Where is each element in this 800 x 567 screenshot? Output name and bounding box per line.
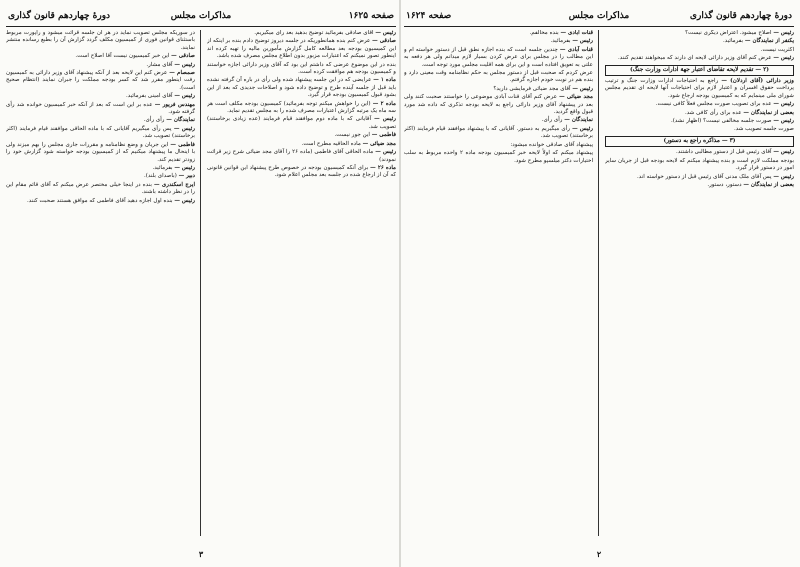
speaker-name: ماده ۲ —	[372, 100, 396, 107]
speech-text: عده برای رأی کافی شد.	[684, 109, 742, 116]
speaker-name: ماده ۲۶ —	[370, 164, 396, 171]
speech-text: این خبر کمیسیون نیست آقا اصلاح است.	[75, 53, 170, 60]
speech-text: اکثریت نیست.	[760, 46, 794, 53]
speech-text: بنده در اینجا خیلی مختصر عرض میکنم که آقای قائم مقام این را در نظر داشته باشند.	[6, 181, 195, 196]
speech-text: بنده اول اجازه دهید آقای فاطمی که موافق هستند صحبت کنند.	[26, 197, 173, 204]
speaker-name: رئیس —	[174, 197, 195, 204]
header-title: مذاکرات مجلس	[170, 11, 232, 21]
column-left	[404, 30, 593, 536]
transcript-paragraph	[207, 116, 396, 131]
transcript-paragraph	[605, 126, 794, 133]
speech-text: صورت جلسه مخالفی نیست؟ (اظهار نشد).	[670, 118, 772, 125]
transcript-paragraph	[605, 55, 794, 62]
speaker-name: صمصام —	[169, 70, 195, 77]
folio-number: ۲	[596, 549, 602, 559]
speaker-name: مجد ضیائی —	[362, 140, 396, 147]
speech-text: (این را خواهش میکنم توجه بفرمائید) کمیسیون بودجه مکلف است هر سه ماه یک مرتبه گزارش اعتبارات مصرف شده را به مجلس تقدیم نماید.	[207, 100, 396, 115]
transcript-paragraph	[404, 142, 593, 149]
page-left	[6, 6, 396, 561]
speech-text: آقای مشار.	[146, 61, 173, 68]
transcript-paragraph	[207, 38, 396, 60]
transcript-paragraph	[605, 38, 794, 45]
speaker-name: رئیس —	[375, 149, 396, 156]
speaker-name: یکنفر از نمایندگان —	[744, 38, 794, 45]
transcript-paragraph	[207, 101, 396, 116]
transcript-paragraph	[605, 158, 794, 173]
speaker-name: رئیس —	[773, 101, 794, 108]
speaker-name: رئیس —	[375, 30, 396, 36]
header-title: مذاکرات مجلس	[568, 11, 630, 21]
transcript-paragraph	[6, 70, 195, 92]
session-title: دورهٔ چهاردهم قانون گذاری	[8, 11, 111, 21]
text-columns	[6, 30, 396, 536]
speech-text: پیشنهاد آقای صادقی خوانده میشود:	[510, 141, 593, 148]
speaker-name: رئیس —	[174, 164, 195, 171]
speaker-name: رئیس —	[773, 55, 794, 62]
speech-text: عرض کردم که صحبت قبل از دستور مجلس به حکم نظامنامه وقت معینی دارد و بنده هم در نوبت خودم اجازه گرفتم.	[404, 70, 593, 84]
transcript-paragraph	[404, 86, 593, 93]
speaker-name: صادقی —	[372, 38, 396, 45]
speech-text: بفرمائید.	[152, 164, 173, 171]
speaker-name: رئیس —	[572, 38, 593, 45]
speech-text: عرایضی که در این جلسه پیشنهاد شده ولی رأی در باره آن گرفته نشده باید قبل از جلسه آینده طرح و توضیح داده شود و اصلاحات جدیدی که بعد از این بشود قبول کمیسیون بودجه قرار گیرد.	[207, 77, 396, 99]
speaker-name: ماده ۱ —	[373, 77, 396, 84]
page-gutter	[399, 0, 401, 567]
transcript-paragraph	[6, 117, 195, 124]
transcript-paragraph	[404, 30, 593, 37]
page-header	[404, 6, 794, 27]
transcript-paragraph	[207, 149, 396, 164]
speaker-name: رئیس —	[174, 61, 195, 68]
speaker-name: رئیس —	[773, 173, 794, 180]
speech-text: پیشنهاد میکنم که اولاً لایحه خبر کمیسیون بودجه ماده ۲ واحده مربوط به سلب اختیارات دکتر میلسپو مطرح شود.	[404, 150, 593, 164]
speaker-name: نمایندگان —	[564, 117, 593, 124]
transcript-paragraph	[404, 150, 593, 165]
speaker-name: رئیس —	[374, 116, 396, 123]
speaker-name: رئیس —	[174, 93, 195, 100]
column-divider	[200, 30, 201, 536]
column-right	[207, 30, 396, 536]
speaker-name: قنات آبادی —	[560, 30, 593, 36]
speaker-name: رئیس —	[773, 30, 794, 36]
speech-text: آقای مجد ضیائی فرمایشی دارید؟	[493, 85, 571, 92]
speaker-name: وزیر دارائی (آقای اردلان) —	[721, 78, 794, 85]
speech-text: در سوریکه مجلس تصویب نماید در هر آن جلسه قرائت میشود و راپورت مربوط باستثنای قوانین فوری از کمیسیون مکلف گردد گزارش آن را بطبع رسانده منتشر نمایند.	[6, 30, 195, 51]
speaker-name: فاطمی —	[170, 141, 195, 148]
speech-text: اصلاح میشود. اعتراض دیگری نیست؟	[685, 30, 772, 36]
speaker-name: رئیس —	[572, 85, 593, 92]
section-heading: (۲ — تقدیم لایحه تقاضای اعتبار جهة ادارات وزارت جنگ)	[605, 65, 794, 76]
speech-text: بنده مخالفم.	[529, 30, 559, 36]
page-number-label: صفحه ۱۶۲۴	[406, 11, 452, 21]
folio-number: ۳	[198, 549, 204, 559]
speech-text: دستور، دستور.	[707, 181, 742, 188]
page-number-label: صفحه ۱۶۲۵	[348, 11, 394, 21]
speech-text: رأی رأی.	[143, 117, 165, 124]
speech-text: عرض کنم این لایحه بعد از آنکه پیشنهاد آقای وزیر دارائی به کمیسیون رفت اینطور مقرر شد که کسر بودجه مملکت را جبران نمایند (انتظام صحیح است).	[6, 70, 195, 91]
session-title: دورهٔ چهاردهم قانون گذاری	[689, 11, 792, 21]
speech-text: عرض کنم بنده همانطوریکه در جلسه دیروز توضیح دادم بنده بر اینکه از این کمیسیون بودجه بعد مطالعه کامل گزارش مأمورین مالیه را تهیه کرده اند اینطور تصور نمیکنم که اعتبارات مزبور بدون اطلاع مجلس مصرف شده باشد.	[207, 38, 396, 60]
speech-text: آقای امینی بفرمائید.	[126, 93, 173, 100]
transcript-paragraph	[207, 141, 396, 148]
transcript-paragraph	[404, 47, 593, 69]
speaker-name: صادقی —	[171, 53, 195, 60]
speaker-name: نمایندگان —	[166, 117, 195, 124]
speaker-name: قنات آبادی —	[559, 46, 593, 53]
transcript-paragraph	[6, 62, 195, 69]
page-header	[6, 6, 396, 27]
transcript-paragraph	[6, 102, 195, 117]
transcript-paragraph	[207, 132, 396, 139]
speech-text: پس رأی میگیریم آقایانی که با ماده الحاقی موافقند قیام فرمایند (اکثر برخاستند) تصویب شد.	[6, 125, 195, 140]
speech-text: راجع به احتیاجات ادارات وزارت جنگ و ترتیب پرداخت حقوق افسران و اعتبار لازم برای احتیاجات آنها لایحه ای تقدیم مجلس شورای ملی مینمایم که به کمیسیون بودجه ارجاع شود.	[605, 78, 794, 99]
transcript-paragraph	[6, 182, 195, 197]
speaker-name: دبیر —	[178, 173, 195, 180]
speech-text: صورت جلسه تصویب شد.	[734, 126, 794, 133]
transcript-paragraph	[605, 118, 794, 125]
speech-text: رأی میگیریم به دستور. آقایانی که با پیشنهاد موافقند قیام فرمایند (اکثر برخاستند) تصویب شد.	[404, 125, 593, 140]
transcript-paragraph	[6, 53, 195, 60]
speech-text: عرض کنم آقای وزیر دارائی لایحه ای دارند که میخواهند تقدیم کنند.	[618, 55, 772, 62]
speech-text: پس آقای ملک مدنی آقای رئیس قبل از دستور خواسته اند.	[637, 173, 772, 180]
page-right	[404, 6, 794, 561]
transcript-paragraph	[207, 62, 396, 77]
transcript-paragraph	[605, 30, 794, 37]
speaker-name: فاطمی —	[371, 132, 396, 139]
speech-text: ماده الحاقی آقای فاطمی (ماده ۲۶ را آقای مجد ضیائی شرح زیر قرائت نمودند)	[207, 149, 396, 163]
transcript-paragraph	[404, 117, 593, 124]
speaker-name: ایرج اسکندری —	[154, 181, 195, 188]
speech-text: آقای رئیس قبل از دستور مطالبی داشتند.	[676, 149, 772, 156]
speech-text: عده برای تصویب صورت مجلس فعلاً کافی نیست.	[655, 101, 772, 108]
speech-text: بودجه مملکت لازم است و بنده پیشنهاد میکنم که لایحه بودجه قبل از جریان سایر امور در دستور قرار گیرد.	[605, 157, 794, 172]
transcript-paragraph	[605, 47, 794, 54]
speech-text: چندین جلسه است که بنده اجازه نطق قبل از دستور خواسته ام و این مطالب را در مجلس برای عرض کردن بسیار لازم میدانم ولی هر دفعه به علتی به تعویق افتاده است و این برای همه اقلیت مجلس مورد توجه است.	[404, 46, 593, 68]
transcript-paragraph	[605, 182, 794, 189]
transcript-paragraph	[404, 70, 593, 85]
speech-text: بفرمائید.	[722, 38, 744, 45]
text-columns	[404, 30, 794, 536]
speech-text: ماده الحاقیه مطرح است.	[301, 140, 361, 147]
transcript-paragraph	[605, 78, 794, 100]
column-right	[605, 30, 794, 536]
speech-text: این جریان و وضع نظامنامه و مقررات جاری مجلس را بهم میزند ولی با اینحال ما پیشنهاد میکنیم که از کمیسیون بودجه خواسته شود گزارش خود را زودتر تقدیم کند.	[6, 141, 195, 163]
speaker-name: رئیس —	[173, 125, 195, 132]
transcript-paragraph	[404, 94, 593, 116]
transcript-paragraph	[6, 30, 195, 52]
transcript-paragraph	[404, 126, 593, 141]
transcript-paragraph	[605, 174, 794, 181]
transcript-paragraph	[207, 165, 396, 180]
speech-text: این جور نیست.	[334, 132, 370, 139]
transcript-paragraph	[404, 38, 593, 45]
transcript-paragraph	[6, 165, 195, 172]
speech-text: بنده در این موضوع عرضی که داشتم این بود که آقای وزیر دارائی اجازه خواستند و کمیسیون بودجه هم موافقت کرده است.	[207, 61, 396, 76]
transcript-paragraph	[207, 30, 396, 37]
column-divider	[598, 30, 599, 536]
column-left	[6, 30, 195, 536]
section-heading: (۳ — مذاکره راجع به دستور)	[605, 136, 794, 147]
transcript-paragraph	[605, 110, 794, 117]
speech-text: آقایانی که با ماده دوم موافقند قیام فرمایند (عده زیادی برخاستند) تصویب شد.	[207, 116, 396, 130]
transcript-paragraph	[6, 198, 195, 205]
transcript-paragraph	[6, 142, 195, 164]
transcript-paragraph	[6, 126, 195, 141]
speech-text: آقای صادقی بفرمائید توضیح بدهید بعد رأی میگیریم.	[254, 30, 374, 36]
transcript-paragraph	[605, 149, 794, 156]
speaker-name: مجد ضیائی —	[559, 94, 593, 101]
speaker-name: مهندس فریور —	[154, 101, 195, 108]
speech-text: برای آنکه کمیسیون بودجه در خصوص طرح پیشنهاد این قوانین قانونی که آن از ارجاع شده در جلسه بعد مجلس اعلام شود.	[207, 164, 396, 179]
transcript-paragraph	[605, 101, 794, 108]
speaker-name: رئیس —	[773, 118, 794, 125]
speaker-name: رئیس —	[773, 149, 794, 156]
speaker-name: بعضی از نمایندگان —	[743, 181, 794, 188]
speaker-name: بعضی از نمایندگان —	[743, 109, 794, 116]
speech-text: عرض کنم آقای قنات آبادی موضوعی را خواستند صحبت کنند ولی بعد در پیشنهاد آقای وزیر دارائی راجع به لایحه بودجه تذکری که داده شد مورد قبول واقع گردید.	[404, 94, 593, 116]
transcript-paragraph	[6, 93, 195, 100]
speech-text: رأی رأی.	[541, 117, 563, 124]
speaker-name: رئیس —	[572, 125, 593, 132]
transcript-paragraph	[207, 77, 396, 99]
speech-text: (باصدای بلند).	[144, 173, 177, 180]
speech-text: عده بر این است که بعد از آنکه خبر کمیسیون خوانده شد رأی گرفته شود.	[6, 101, 195, 116]
transcript-paragraph	[6, 173, 195, 180]
speech-text: بفرمائید.	[550, 38, 571, 45]
